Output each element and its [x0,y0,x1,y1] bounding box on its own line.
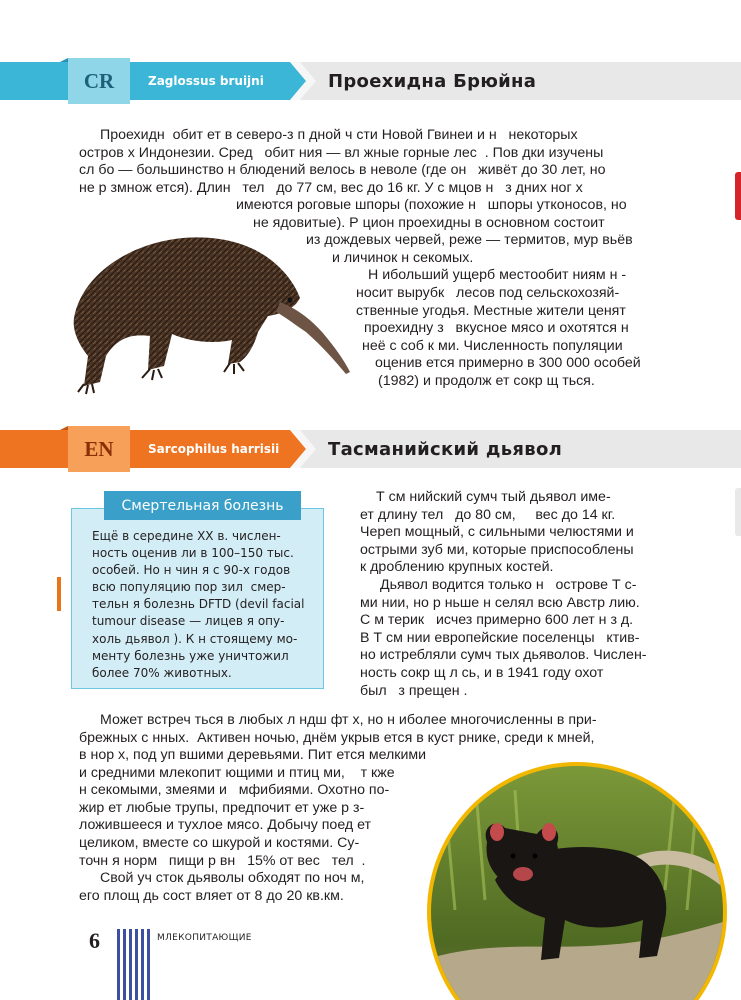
text-line: н секомыми, змеями и мфибиями. Охотно по- [79,782,390,799]
text-line: ет длину тел до 80 см, вес до 14 кг. [360,506,616,523]
status-code: EN [84,436,114,461]
text-line: к дроблению крупных костей. [360,559,554,576]
text-line: tumour disease — лицев я опу- [92,614,285,629]
text-line: Свой уч сток дьяволы обходят по ноч м, [100,870,365,887]
text-line: сл бо — большинство н блюдений велось в неволе (где он живёт до 30 лет, но [79,162,606,179]
edge-tab-red [735,172,741,220]
footer-stripes [117,929,151,1000]
text-line: оценив ется примерно в 300 000 особей [375,355,641,372]
text-line: Череп мощный, с сильными челюстями и [360,524,634,541]
text-line: более 70% животных. [92,665,232,680]
text-line: Н ибольший ущерб местообит ниям н - [368,267,627,284]
text-line: Дьявол водится только н острове Т с- [380,576,637,593]
text-line: тельн я болезнь DFTD (devil facial [92,597,305,612]
species-title: Тасманийский дьявол [328,438,563,460]
edge-tab-grey [735,488,741,536]
text-line: остров х Индонезии. Сред обит ния — вл жные горные лес . Пов дки изучены [79,144,604,161]
text-line: был з прещен . [360,682,468,699]
full-text-en [79,712,700,747]
latin-name: Zaglossus bruijni [148,74,264,88]
text-line: ность сокр щ л сь, и в 1941 году охот [360,664,604,681]
text-line: и личинок н секомых. [332,249,474,266]
page-number: 6 [89,928,100,953]
text-line: острыми зуб ми, которые приспособлены [360,541,634,558]
tasmanian-devil-photo [425,760,730,1000]
text-line: ми нии, но р ньше н селял всю Австр лию. [360,594,640,611]
text-line: С м терик исчез примерно 600 лет н з д. [360,612,634,629]
intro-text-cr [79,127,680,197]
latin-name: Sarcophilus harrisii [148,442,280,456]
text-line: точн я норм пищи р вн 15% от вес тел . [79,852,366,869]
text-line: но истребляли сумч тых дьяволов. Числен- [360,647,647,664]
text-line: Проехидн обит ет в северо-з п дной ч сти Новой Гвинеи и н некоторых [100,127,578,143]
text-line: холь дьявол ). К н стоящему мо- [92,631,298,646]
right-text-en [344,489,680,700]
text-line: в нор х, под уп вшими деревьями. Пит ется мелкими [79,747,427,763]
section-header-cr [0,58,741,104]
text-line: целиком, вместе со шкурой и костями. Су- [79,834,360,851]
text-line: носит вырубк лесов под сельскохозяй- [356,284,620,301]
text-line: (1982) и продолж ет сокр щ ться. [378,372,595,389]
status-code: CR [83,68,115,93]
sidebar-title: Смертельная болезнь [104,491,301,520]
text-line: неё с соб к ми. Численность популяции [362,337,623,354]
text-line: ность оценив ли в 100–150 тыс. [92,546,294,561]
text-line: всю популяцию пор зил смер- [92,580,286,595]
text-line: имеются роговые шпоры (похожие н шпоры утконосов, но [236,197,627,213]
text-line: Т см нийский сумч тый дьявол име- [376,489,611,505]
text-line: его площ дь сост вляет от 8 до 20 кв.км. [79,887,344,904]
text-line: ложившееся и тухлое мясо. Добычу поед ет [79,817,372,834]
text-line: из дождевых червей, реже — термитов, мур вьёв [306,232,633,249]
sidebar-accent [57,577,61,611]
text-line: брежных с нных. Активен ночью, днём укрыв ется в куст рнике, среди к мней, [79,729,595,746]
text-line: не ядовитые). Р цион проехидны в основном состоит [253,214,605,231]
text-line: и средними млекопит ющими и птиц ми, т кже [79,764,395,781]
text-line: Ещё в середине XX в. числен- [92,529,281,543]
text-line: не р змнож ется). Длин тел до 77 см, вес до 16 кг. У с мцов н з дних ног х [79,179,583,196]
text-line: В Т см нии европейские поселенцы ктив- [360,629,640,646]
section-label: МЛЕКОПИТАЮЩИЕ [157,933,252,943]
left-text-en [79,747,427,905]
sidebar-text [92,528,305,682]
text-line: менту болезнь уже уничтожил [92,648,289,663]
section-header-en [0,426,741,472]
text-line: Может встреч ться в любых л ндш фт х, но н иболее многочисленны в при- [100,712,597,728]
text-line: жир ет любые трупы, предпочит ет уже р з- [79,799,365,816]
text-line: ственные угодья. Местные жители ценят [356,302,626,319]
text-line: проехидну з вкусное мясо и охотятся н [364,320,629,337]
text-line: особей. Но н чин я с 90-х годов [92,563,291,578]
species-title: Проехидна Брюйна [328,70,537,92]
echidna-illustration [54,206,354,396]
